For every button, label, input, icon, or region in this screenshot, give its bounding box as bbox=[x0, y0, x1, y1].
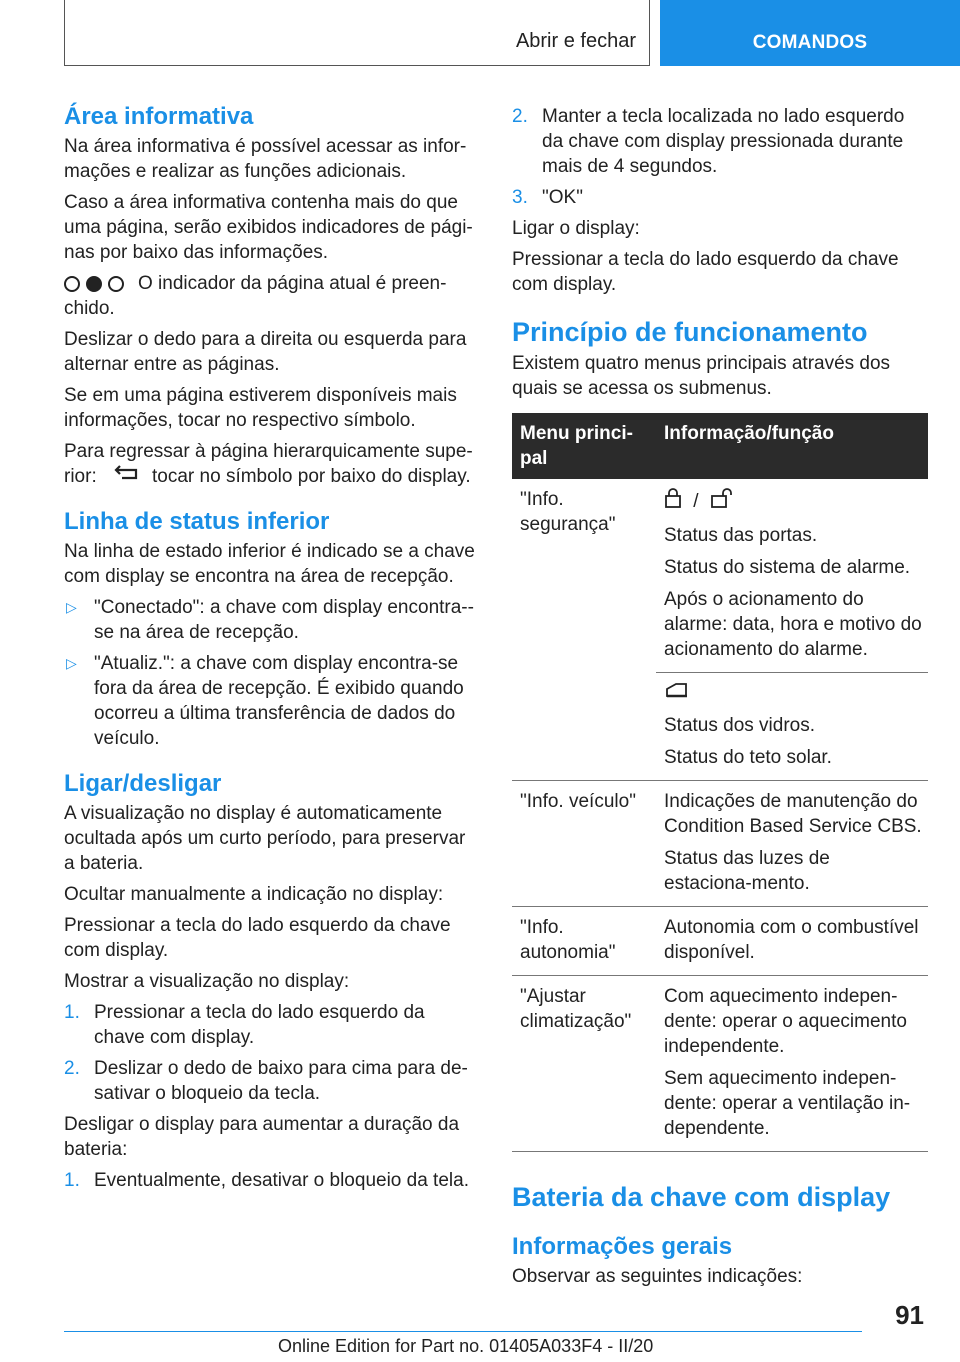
heading-principle: Princípio de funcionamento bbox=[512, 317, 868, 347]
paragraph: Caso a área informativa contenha mais do que uma página, serão exibidos indicadores de pági-nas por baixo das informações. bbox=[64, 192, 473, 263]
list-item: 2. Manter a tecla localizada no lado esquerdo da chave com display pressionada durante mais de 4 segundos. bbox=[512, 106, 905, 177]
lock-closed-icon bbox=[664, 487, 682, 516]
steps-off bbox=[64, 1168, 478, 1193]
page-indicator-dots-icon bbox=[64, 276, 124, 292]
table-cell-menu: "Info. veículo" bbox=[512, 781, 656, 907]
table-cell-info: Status dos vidros. Status do teto solar. bbox=[656, 673, 928, 781]
paragraph: Se em uma página estiverem disponíveis mais informações, tocar no respectivo símbolo. bbox=[64, 385, 457, 431]
window-icon-line bbox=[664, 681, 922, 706]
lock-open-icon bbox=[710, 487, 736, 516]
paragraph: Ocultar manualmente a indicação no display: bbox=[64, 884, 444, 906]
heading-status-line: Linha de status inferior bbox=[64, 508, 330, 536]
paragraph: Na área informativa é possível acessar as infor-mações e realizar as funções adicionais. bbox=[64, 136, 467, 182]
menu-table bbox=[512, 413, 928, 1152]
footer-divider bbox=[64, 1331, 862, 1332]
heading-info-area: Área informativa bbox=[64, 103, 254, 130]
table-header-info: Informação/função bbox=[656, 413, 928, 479]
paragraph-page-indicator: O indicador da página atual é preen-chido. bbox=[64, 273, 447, 319]
paragraph: Pressionar a tecla do lado esquerdo da chave com display. bbox=[64, 915, 451, 962]
header-chapter-tab[interactable]: COMANDOS bbox=[660, 0, 960, 66]
list-item: ▷ "Conectado": a chave com display encontra--se na área de recepção. bbox=[66, 597, 474, 644]
left-column bbox=[64, 98, 478, 1193]
header-section-title: Abrir e fechar bbox=[515, 30, 636, 52]
back-arrow-icon bbox=[114, 464, 142, 489]
table-cell-info: Com aquecimento indepen-dente: operar o aquecimento independente. Sem aquecimento indepen-dente: operar a ventilação in-dependente. bbox=[656, 976, 928, 1152]
table-cell-menu: "Info. segurança" bbox=[512, 479, 656, 781]
triangle-bullet-icon: ▷ bbox=[66, 655, 77, 672]
list-item: 3. "OK" bbox=[512, 187, 583, 208]
paragraph: Pressionar a tecla do lado esquerdo da chave com display. bbox=[512, 249, 899, 295]
table-cell-menu: "Ajustar climatização" bbox=[512, 976, 656, 1152]
list-item: ▷ "Atualiz.": a chave com display encontra-se fora da área de recepção. É exibido quando ocorreu a última transferência de dados do veículo. bbox=[66, 653, 464, 750]
paragraph: Deslizar o dedo para a direita ou esquerda para alternar entre as páginas. bbox=[64, 329, 467, 375]
right-column bbox=[512, 104, 928, 1289]
paragraph: Ligar o display: bbox=[512, 218, 640, 239]
paragraph-back: Para regressar à página hierarquicamente supe-rior: tocar no símbolo por baixo do display. bbox=[64, 439, 478, 489]
table-cell-menu: "Info. autonomia" bbox=[512, 907, 656, 976]
paragraph: Na linha de estado inferior é indicado se a chave com display se encontra na área de recepção. bbox=[64, 541, 475, 588]
triangle-bullet-icon: ▷ bbox=[66, 599, 77, 616]
status-list bbox=[64, 595, 478, 751]
table-cell-info: / Status das portas. Status do sistema de alarme. Após o acionamento do alarme: data, hora e motivo do acionamento do alarme. bbox=[656, 479, 928, 673]
table-cell-info: Indicações de manutenção do Condition Based Service CBS. Status das luzes de estaciona-mento. bbox=[656, 781, 928, 907]
heading-on-off: Ligar/desligar bbox=[64, 770, 222, 798]
paragraph: A visualização no display é automaticamente ocultada após um curto período, para preservar a bateria. bbox=[64, 803, 466, 875]
heading-general-info: Informações gerais bbox=[512, 1233, 733, 1261]
paragraph: Existem quatro menus principais através dos quais se acessa os submenus. bbox=[512, 353, 891, 399]
lock-icons: / bbox=[664, 487, 922, 516]
list-item: 2. Deslizar o dedo de baixo para cima para de-sativar o bloqueio da tecla. bbox=[64, 1058, 468, 1105]
footer-edition: Online Edition for Part no. 01405A033F4 - II/20 bbox=[278, 1336, 654, 1356]
car-window-icon bbox=[664, 681, 690, 706]
paragraph: Desligar o display para aumentar a duração da bateria: bbox=[64, 1114, 460, 1161]
list-item: 1. Eventualmente, desativar o bloqueio da tela. bbox=[64, 1170, 469, 1192]
table-header-menu: Menu princi-pal bbox=[512, 413, 656, 479]
table-cell-info: Autonomia com o combustível disponível. bbox=[656, 907, 928, 976]
list-item: 1. Pressionar a tecla do lado esquerdo da chave com display. bbox=[64, 1002, 425, 1049]
steps-show bbox=[64, 1000, 478, 1106]
paragraph: Observar as seguintes indicações: bbox=[512, 1266, 803, 1288]
steps-off-continued bbox=[512, 104, 928, 210]
page-number: 91 bbox=[895, 1300, 924, 1330]
heading-battery: Bateria da chave com display bbox=[512, 1182, 891, 1213]
paragraph: Mostrar a visualização no display: bbox=[64, 971, 350, 993]
